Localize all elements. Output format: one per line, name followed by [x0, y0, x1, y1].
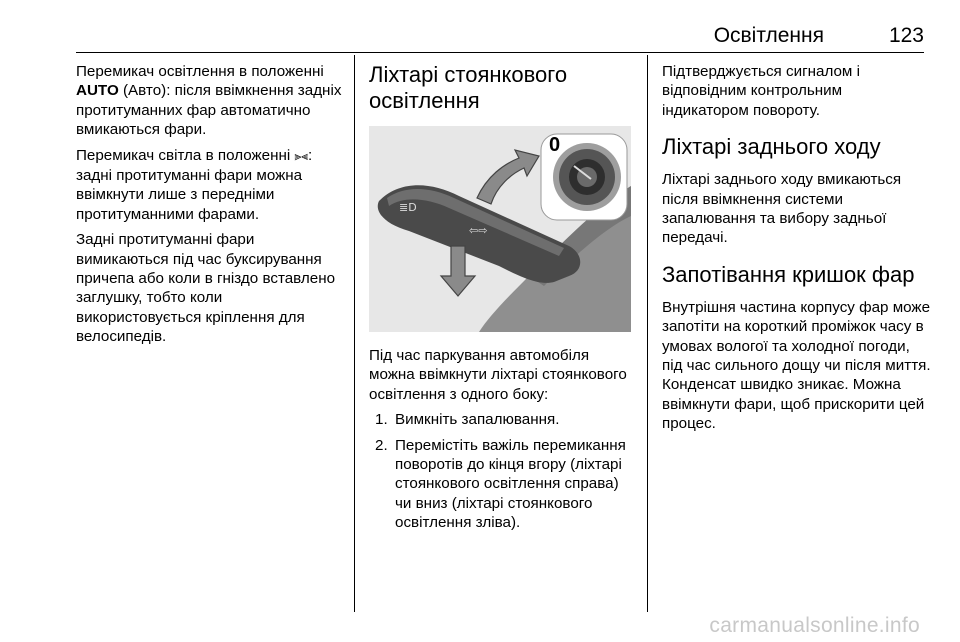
heading-parking-lights: Ліхтарі стоянкового освітлення — [369, 62, 568, 113]
turn-stalk-image — [369, 126, 631, 332]
column-divider-1 — [354, 55, 355, 612]
watermark: carmanualsonline.info — [709, 614, 920, 637]
column-3 — [662, 62, 932, 440]
header-rule — [76, 52, 924, 53]
paragraph-fog-off: Задні протитуманні фари вимикаються під час буксирування причепа або коли в гніздо вставлено заглушку, тобто коли використовується кріплення для велосипедів. — [76, 231, 336, 346]
paragraph-auto: Перемикач освітлення в положенні AUTO (Авто): після ввімкнення задніх протитуманних фар автоматично вмикаються фари. — [76, 63, 342, 139]
column-divider-2 — [647, 55, 648, 612]
list-item: 2. Перемістіть важіль перемикання поворотів до кінця вгору (ліхтарі стоянкового освітлення справа) чи вниз (ліхтарі стоянкового освітлення зліва). — [375, 436, 626, 532]
column-2 — [369, 62, 635, 539]
section-title: Освітлення — [713, 24, 824, 47]
page-number: 123 — [888, 24, 924, 47]
paragraph-reverse: Ліхтарі заднього ходу вмикаються після ввімкнення системи запалювання та вибору задньої передачі. — [662, 171, 902, 247]
auto-label: AUTO — [76, 82, 119, 100]
svg-text:≣D: ≣D — [399, 201, 417, 214]
paragraph-fog-position: Перемикач світла в положенні ⫸⫷: задні протитуманні фари можна ввімкнути лише з передніми протитуманними фарами. — [76, 146, 313, 223]
parking-steps — [369, 410, 635, 532]
heading-headlamp-fogging: Запотівання кришок фар — [662, 261, 915, 287]
svg-text:⇦⇨: ⇦⇨ — [469, 224, 488, 237]
paragraph-confirm: Підтверджується сигналом і відповідним контрольним індикатором повороту. — [662, 63, 860, 119]
stalk-illustration — [369, 126, 631, 332]
illustration-zero-label: 0 — [549, 134, 561, 156]
page-header — [76, 24, 924, 54]
column-1 — [76, 62, 344, 353]
rear-fog-symbol-icon: ⫸⫷ — [294, 148, 309, 163]
list-item: 1. Вимкніть запалювання. — [375, 411, 560, 429]
paragraph-parking-intro: Під час паркування автомобіля можна ввімкнути ліхтарі стоянкового освітлення з одного боку: — [369, 347, 627, 403]
heading-reverse-lights: Ліхтарі заднього ходу — [662, 134, 881, 160]
paragraph-fogging: Внутрішня частина корпусу фар може запотіти на короткий проміжок часу в умовах вологої та холодної погоди, під час сильного дощу чи після миття. Конденсат швидко зникає. Можна ввімкнути фари, щоб прискорити цей процес. — [662, 298, 931, 433]
